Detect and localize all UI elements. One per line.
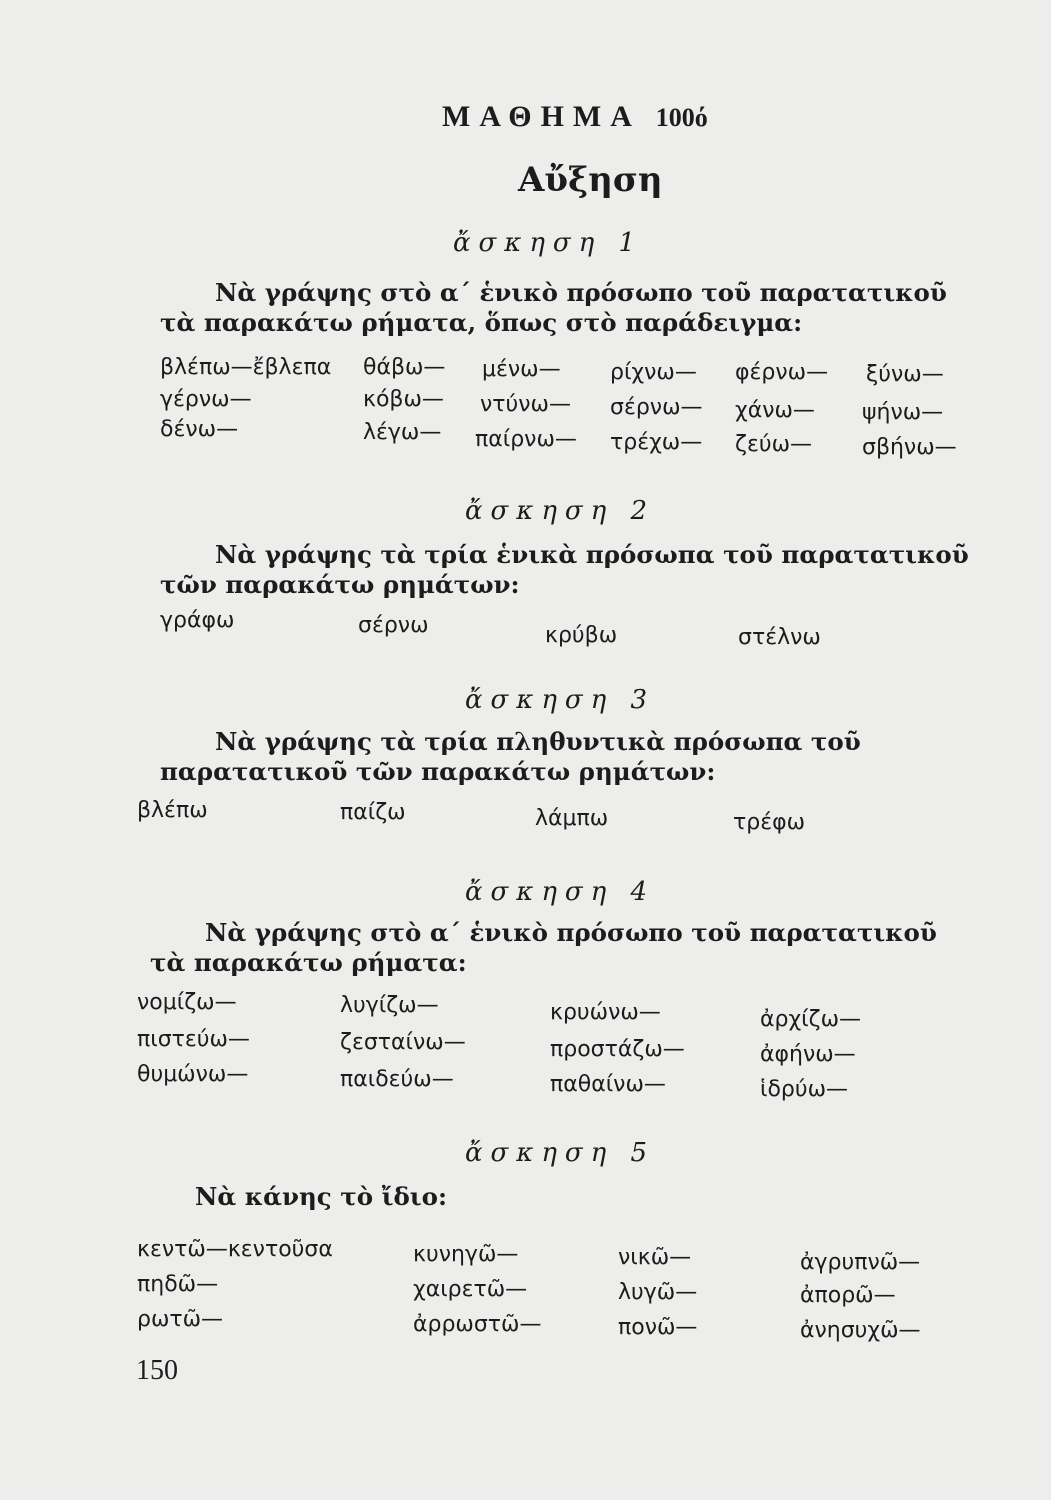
ex1-word: λέγω— [363, 420, 442, 445]
ex1-word: σβήνω— [862, 435, 957, 460]
exercise-4-instruction [150, 918, 980, 978]
ex3-word: παίζω [340, 800, 406, 825]
exercise-3-heading: ἄσκηση 3 [465, 685, 656, 715]
exercise-1-heading: ἄσκηση 1 [453, 228, 644, 258]
exercise-4-heading: ἄσκηση 4 [465, 877, 656, 907]
ex4-word: θυμώνω— [137, 1062, 249, 1087]
exercise-5-instruction [140, 1182, 970, 1212]
ex1-word: ζεύω— [735, 432, 813, 457]
ex4-word: παιδεύω— [340, 1067, 454, 1092]
ex1-word: φέρνω— [735, 360, 829, 385]
lesson-title [442, 100, 708, 134]
exercise-3-instruction-text: Νὰ γράψης τὰ τρία πληθυντικὰ πρόσωπα τοῦ παρατατικοῦ τῶν παρακάτω ρημάτων: [160, 727, 861, 786]
ex1-word: παίρνω— [475, 427, 577, 452]
ex1-word: τρέχω— [610, 430, 703, 455]
ex5-word: ἀνησυχῶ— [800, 1318, 921, 1343]
ex1-word: μένω— [482, 357, 561, 382]
exercise-2-heading: ἄσκηση 2 [465, 496, 656, 526]
ex1-word: σέρνω— [610, 395, 703, 420]
ex4-word: πιστεύω— [137, 1027, 250, 1052]
ex5-word: πονῶ— [618, 1315, 698, 1340]
ex4-word: προστάζω— [550, 1037, 685, 1062]
exercise-4-instruction-text: Νὰ γράψης στὸ α΄ ἑνικὸ πρόσωπο τοῦ παρατατικοῦ τὰ παρακάτω ρήματα: [150, 918, 937, 977]
ex4-word: λυγίζω— [340, 993, 439, 1018]
ex2-word: κρύβω [545, 623, 618, 648]
ex3-word: λάμπω [535, 806, 609, 831]
ex4-word: κρυώνω— [550, 1000, 661, 1025]
ex5-word: χαιρετῶ— [413, 1277, 528, 1302]
ex1-word: γέρνω— [160, 387, 252, 412]
ex1-word: χάνω— [735, 398, 815, 423]
ex1-word: βλέπω—ἔβλεπα [160, 355, 332, 380]
ex5-word: κυνηγῶ— [413, 1242, 519, 1267]
ex2-word: σέρνω [358, 613, 429, 638]
ex1-word: κόβω— [363, 387, 444, 412]
ex1-word: ψήνω— [862, 400, 944, 425]
ex5-word: πηδῶ— [137, 1272, 219, 1297]
ex4-word: ἀφήνω— [760, 1042, 856, 1067]
ex5-word: λυγῶ— [618, 1280, 698, 1305]
page-number: 150 [136, 1355, 178, 1386]
ex2-word: γράφω [160, 608, 235, 633]
ex5-word: ἀρρωστῶ— [413, 1312, 542, 1337]
exercise-5-instruction-text: Νὰ κάνης τὸ ἴδιο: [195, 1182, 448, 1211]
exercise-5-heading: ἄσκηση 5 [465, 1138, 656, 1168]
ex1-word: ξύνω— [866, 362, 944, 387]
ex1-word: ρίχνω— [610, 360, 697, 385]
lesson-topic: Αὔξηση [518, 160, 663, 200]
lesson-title-word: ΜΑΘΗΜΑ [442, 100, 640, 133]
ex1-word: ντύνω— [480, 392, 571, 417]
ex4-word: παθαίνω— [550, 1072, 666, 1097]
ex1-word: θάβω— [363, 355, 446, 380]
ex1-word: δένω— [160, 417, 239, 442]
exercise-3-instruction [160, 727, 990, 787]
exercise-2-instruction-text: Νὰ γράψης τὰ τρία ἑνικὰ πρόσωπα τοῦ παρατατικοῦ τῶν παρακάτω ρημάτων: [160, 540, 969, 599]
ex4-word: ζεσταίνω— [340, 1030, 466, 1055]
ex4-word: ἀρχίζω— [760, 1007, 862, 1032]
ex3-word: βλέπω [137, 798, 208, 823]
exercise-1-instruction-text: Νὰ γράψης στὸ α΄ ἑνικὸ πρόσωπο τοῦ παρατατικοῦ τὰ παρακάτω ρήματα, ὅπως στὸ παράδειγμα: [160, 278, 947, 337]
ex5-word: κεντῶ—κεντοῦσα [137, 1237, 333, 1262]
ex5-word: ἀπορῶ— [800, 1283, 896, 1308]
ex5-word: νικῶ— [618, 1245, 692, 1270]
ex5-word: ἀγρυπνῶ— [800, 1250, 921, 1275]
exercise-1-instruction [160, 278, 990, 338]
ex4-word: ἱδρύω— [760, 1077, 849, 1102]
exercise-2-instruction [160, 540, 990, 600]
ex5-word: ρωτῶ— [137, 1307, 224, 1332]
ex3-word: τρέφω [733, 810, 806, 835]
lesson-number: 100ό [655, 103, 708, 132]
ex2-word: στέλνω [738, 625, 821, 650]
ex4-word: νομίζω— [137, 990, 237, 1015]
